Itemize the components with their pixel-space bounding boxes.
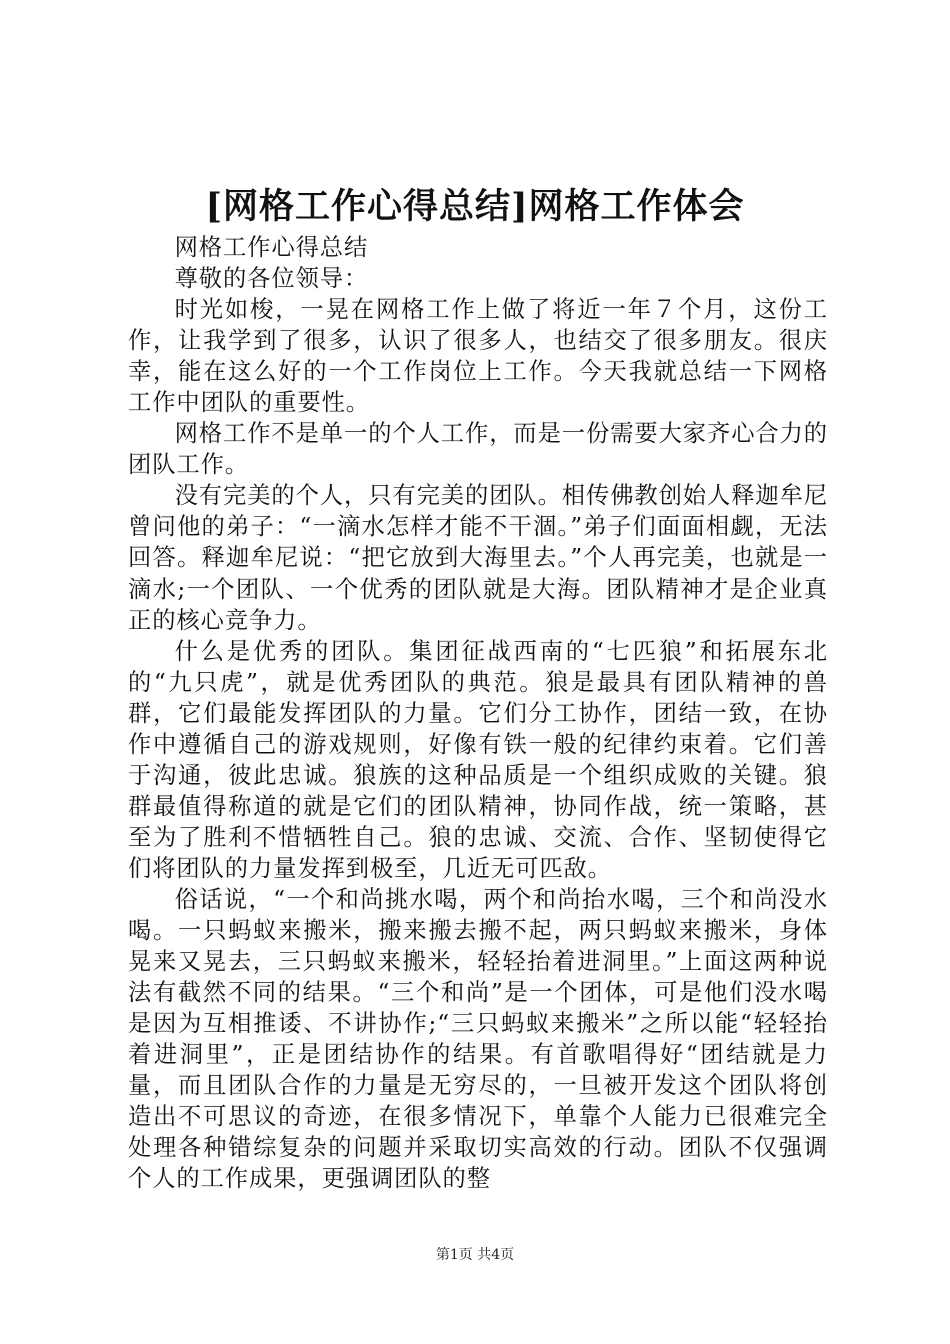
paragraph-proverb: 俗话说，“一个和尚挑水喝，两个和尚抬水喝，三个和尚没水喝。一只蚂蚁来搬米，搬来搬去搬不起，两只蚂蚁来搬米，身体晃来又晃去，三只蚂蚁来搬米，轻轻抬着进洞里。”上面这两种说法有截然不同的结果。“三个和尚”是一个团体，可是他们没水喝是因为互相推诿、不讲协作;“三只蚂蚁来搬米”之所以能“轻轻抬着进洞里”，正是团结协作的结果。有首歌唱得好“团结就是力量，而且团队合作的力量是无穷尽的，一旦被开发这个团队将创造出不可思议的奇迹，在很多情况下，单靠个人能力已很难完全处理各种错综复杂的问题并采取切实高效的行动。团队不仅强调个人的工作成果，更强调团队的整: [128, 885, 828, 1193]
paragraph-teamwork: 网格工作不是单一的个人工作，而是一份需要大家齐心合力的团队工作。: [128, 420, 828, 479]
paragraph-intro: 时光如梭，一晃在网格工作上做了将近一年７个月，这份工作，让我学到了很多，认识了很多人，也结交了很多朋友。很庆幸，能在这么好的一个工作岗位上工作。今天我就总结一下网格工作中团队的重要性。: [128, 296, 828, 417]
document-body: [128, 232, 828, 1194]
paragraph-perfect-team: 没有完美的个人，只有完美的团队。相传佛教创始人释迦牟尼曾问他的弟子：“一滴水怎样才能不干涸。”弟子们面面相觑，无法回答。释迦牟尼说：“把它放到大海里去。”个人再完美，也就是一滴水;一个团队、一个优秀的团队就是大海。团队精神才是企业真正的核心竞争力。: [128, 482, 828, 634]
document-title: [网格工作心得总结]网格工作体会: [205, 186, 745, 227]
paragraph-subtitle: 网格工作心得总结: [174, 234, 369, 261]
page-footer: 第1页 共4页: [435, 1247, 515, 1263]
paragraph-excellent-team: 什么是优秀的团队。集团征战西南的“七匹狼”和拓展东北的“九只虎”，就是优秀团队的典范。狼是最具有团队精神的兽群，它们最能发挥团队的力量。它们分工协作，团结一致，在协作中遵循自己的游戏规则，好像有铁一般的纪律约束着。它们善于沟通，彼此忠诚。狼族的这种品质是一个组织成败的关键。狼群最值得称道的就是它们的团队精神，协同作战，统一策略，甚至为了胜利不惜牺牲自己。狼的忠诚、交流、合作、坚韧使得它们将团队的力量发挥到极至，几近无可匹敌。: [128, 637, 828, 882]
paragraph-salutation: 尊敬的各位领导：: [174, 265, 369, 293]
